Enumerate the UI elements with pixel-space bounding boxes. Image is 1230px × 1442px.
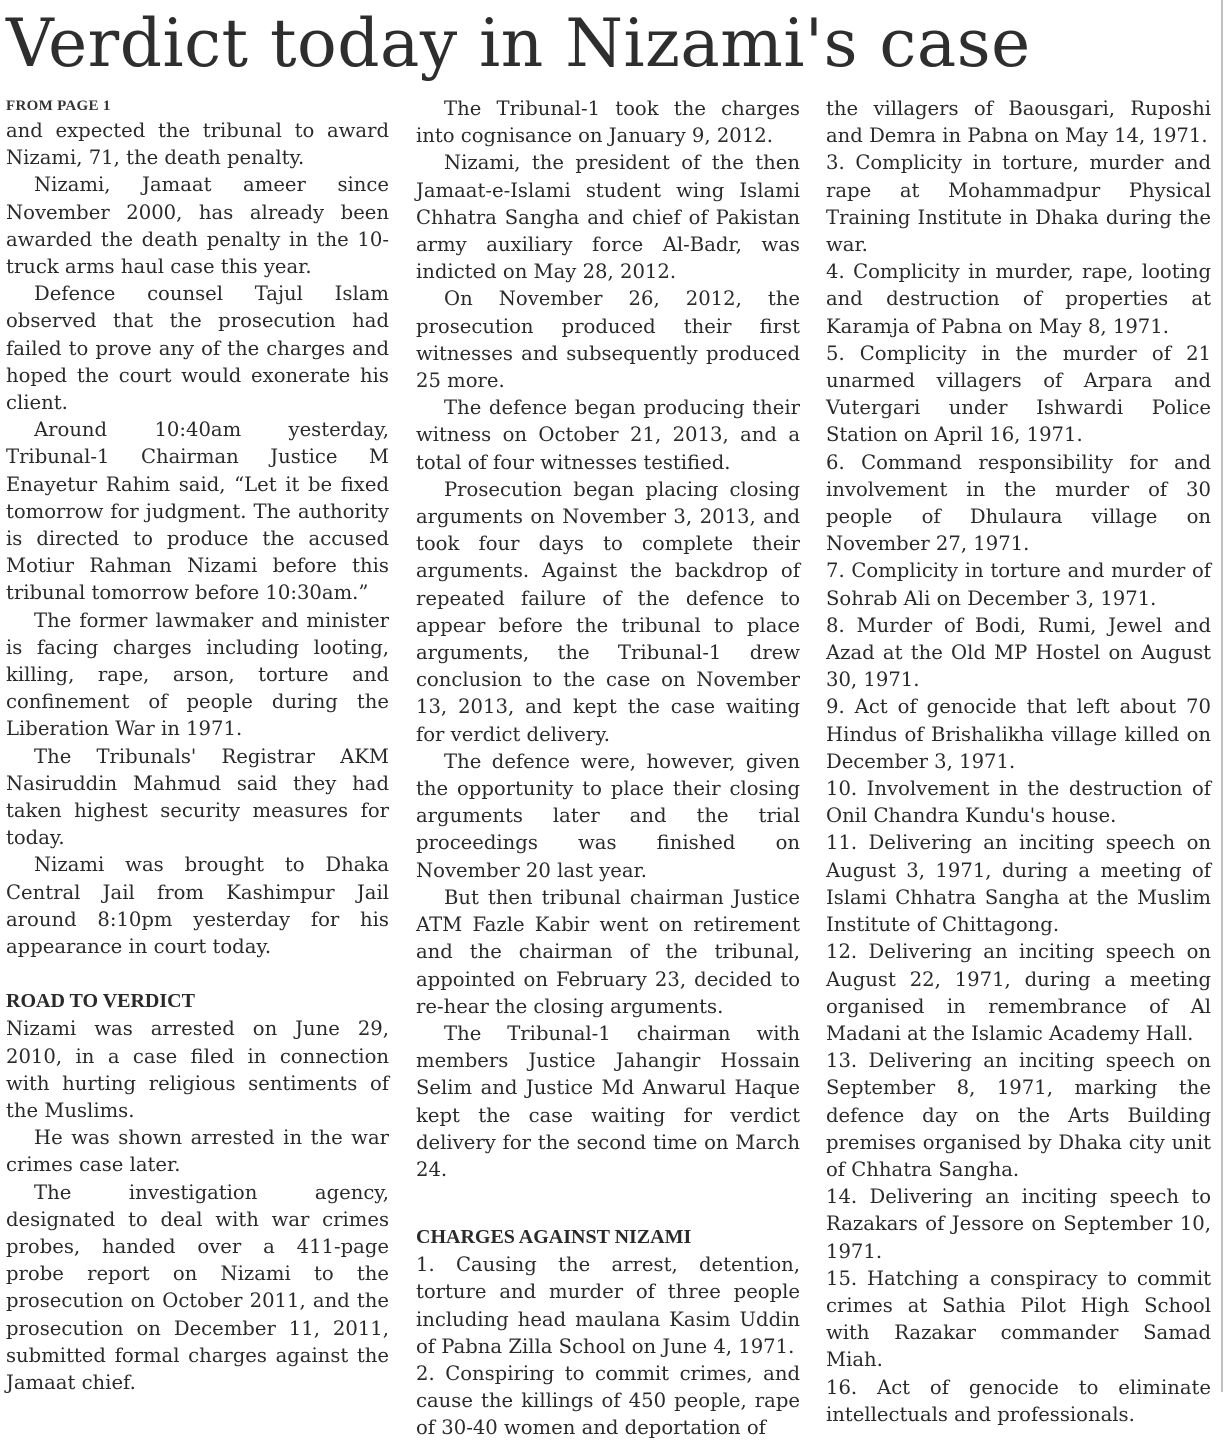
column-1 (6, 95, 389, 1396)
body-paragraph: The Tribunals' Registrar AKM Nasiruddin Mahmud said they had taken highest security measures for today. (6, 744, 389, 850)
charge-item: 12. Delivering an inciting speech on August 22, 1971, during a meeting organised in remembrance of Al Madani at the Islamic Academy Hall. (826, 940, 1211, 1045)
body-paragraph: Nizami, the president of the then Jamaat-e-Islami student wing Islami Chhatra Sangha and chief of Pakistan army auxiliary force Al-Badr, was indicted on May 28, 2012. (416, 151, 800, 284)
subhead-road-to-verdict: ROAD TO VERDICT (6, 990, 195, 1013)
charge-item: 8. Murder of Bodi, Rumi, Jewel and Azad at the Old MP Hostel on August 30, 1971. (826, 613, 1211, 692)
body-paragraph: Nizami, Jamaat ameer since November 2000, has already been awarded the death penalty in the 10-truck arms haul case this year. (6, 173, 389, 279)
kicker-from-page-1: FROM PAGE 1 (6, 98, 111, 114)
body-paragraph: Around 10:40am yesterday, Tribunal-1 Chairman Justice M Enayetur Rahim said, “Let it be fixed tomorrow for judgment. The authority is directed to produce the accused Motiur Rahman Nizami before this tribunal tomorrow before 10:30am.” (6, 418, 389, 605)
column-3 (826, 95, 1211, 1428)
subhead-charges-against-nizami: CHARGES AGAINST NIZAMI (416, 1226, 692, 1249)
body-paragraph: On November 26, 2012, the prosecution produced their first witnesses and subsequently produced 25 more. (416, 287, 800, 393)
body-paragraph: But then tribunal chairman Justice ATM Fazle Kabir went on retirement and the chairman of the tribunal, appointed on February 23, decided to re-hear the closing arguments. (416, 885, 800, 1018)
headline: Verdict today in Nizami's case (6, 5, 1031, 82)
body-paragraph: The Tribunal-1 took the charges into cognisance on January 9, 2012. (416, 97, 800, 148)
charge-item: 6. Command responsibility for and involvement in the murder of 30 people of Dhulaura village on November 27, 1971. (826, 450, 1211, 556)
body-paragraph: The defence were, however, given the opportunity to place their closing arguments later and the trial proceedings was finished on November 20 last year. (416, 749, 800, 882)
body-paragraph: Nizami was arrested on June 29, 2010, in a case filed in connection with hurting religious sentiments of the Muslims. (6, 1017, 389, 1122)
charge-item: 13. Delivering an inciting speech on September 8, 1971, marking the defence day on the Arts Building premises organised by Dhaka city unit of Chhatra Sangha. (826, 1049, 1211, 1181)
charge-item: 14. Delivering an inciting speech to Razakars of Jessore on September 10, 1971. (826, 1185, 1211, 1263)
body-paragraph: Prosecution began placing closing arguments on November 3, 2013, and took four days to complete their arguments. Against the backdrop of repeated failure of the defence to appear before the tribunal to place arguments, the Tribunal-1 drew conclusion to the case on November 13, 2013, and kept the case waiting for verdict delivery. (416, 477, 800, 746)
body-paragraph: He was shown arrested in the war crimes case later. (6, 1126, 389, 1177)
column-2 (416, 95, 800, 1442)
body-paragraph: Defence counsel Tajul Islam observed that the prosecution had failed to prove any of the charges and hoped the court would exonerate his client. (6, 282, 389, 415)
body-paragraph: The former lawmaker and minister is facing charges including looting, killing, rape, arson, torture and confinement of people during the Liberation War in 1971. (6, 608, 389, 741)
body-paragraph: and expected the tribunal to award Nizami, 71, the death penalty. (6, 119, 389, 170)
charge-item: 11. Delivering an inciting speech on August 3, 1971, during a meeting of Islami Chhatra Sangha at the Muslim Institute of Chittagong. (826, 831, 1211, 937)
body-paragraph: The investigation agency, designated to deal with war crimes probes, handed over a 411-page probe report on Nizami to the prosecution on October 2011, and the prosecution on December 11, 2011, submitted formal charges against the Jamaat chief. (6, 1180, 389, 1394)
charge-item: 3. Complicity in torture, murder and rape at Mohammadpur Physical Training Institute in Dhaka during the war. (826, 151, 1211, 257)
charge-item: 9. Act of genocide that left about 70 Hindus of Brishalikha village killed on December 3, 1971. (826, 695, 1211, 773)
charge-item: 4. Complicity in murder, rape, looting and destruction of properties at Karamja of Pabna on May 8, 1971. (826, 260, 1211, 338)
body-paragraph: Nizami was brought to Dhaka Central Jail from Kashimpur Jail around 8:10pm yesterday for his appearance in court today. (6, 853, 389, 959)
charge-item: 7. Complicity in torture and murder of Sohrab Ali on December 3, 1971. (826, 559, 1211, 610)
charge-item: the villagers of Baousgari, Ruposhi and Demra in Pabna on May 14, 1971. (826, 97, 1211, 148)
body-paragraph: The Tribunal-1 chairman with members Justice Jahangir Hossain Selim and Justice Md Anwarul Haque kept the case waiting for verdict delivery for the second time on March 24. (416, 1021, 800, 1181)
charge-item: 16. Act of genocide to eliminate intellectuals and professionals. (826, 1375, 1211, 1426)
body-paragraph: The defence began producing their witness on October 21, 2013, and a total of four witnesses testified. (416, 396, 800, 474)
charge-item: 1. Causing the arrest, detention, torture and murder of three people including head maulana Kasim Uddin of Pabna Zilla School on June 4, 1971. (416, 1253, 800, 1358)
charge-item: 15. Hatching a conspiracy to commit crimes at Sathia Pilot High School with Razakar commander Samad Miah. (826, 1266, 1211, 1372)
charge-item: 5. Complicity in the murder of 21 unarmed villagers of Arpara and Vutergari under Ishwardi Police Station on April 16, 1971. (826, 341, 1211, 447)
right-edge-rule (1221, 0, 1223, 1392)
charge-item: 10. Involvement in the destruction of Onil Chandra Kundu's house. (826, 777, 1211, 828)
charge-item: 2. Conspiring to commit crimes, and cause the killings of 450 people, rape of 30-40 women and deportation of (416, 1361, 800, 1440)
